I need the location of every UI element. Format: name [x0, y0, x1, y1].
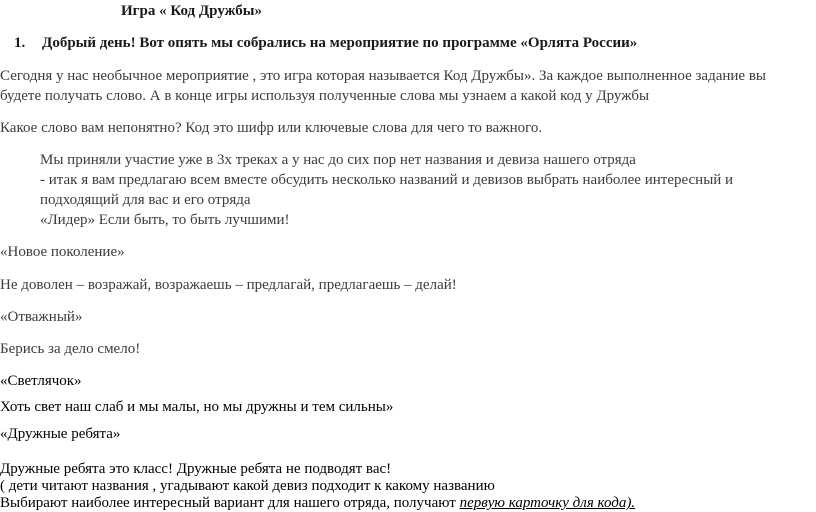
numbered-list-item	[14, 34, 637, 52]
indented-line-1: Мы приняли участие уже в 3х треках а у нас до сих пор нет названия и девиза нашего отряда	[40, 152, 636, 168]
motto-brave: Берись за дело смело!	[0, 341, 141, 357]
indented-line-2: - итак я вам предлагаю всем вместе обсудить несколько названий и девизов выбрать наиболее интересный и	[40, 172, 734, 188]
team-name-new-generation: «Новое поколение»	[0, 244, 125, 260]
final-instruction-line	[0, 494, 635, 512]
greeting-text: Добрый день! Вот опять мы собрались на мероприятие по программе «Орлята России»	[42, 35, 638, 51]
intro-paragraph-line-2: будете получать слово. А в конце игры используя полученные слова мы узнаем а какой код у Дружбы	[0, 88, 650, 104]
intro-paragraph-line-1: Сегодня у нас необычное мероприятие , это игра которая называется Код Дружбы». За каждое выполненное задание вы	[0, 68, 767, 84]
team-name-friendly-kids: «Дружные ребята»	[0, 426, 121, 442]
motto-friendly-kids: Дружные ребята это класс! Дружные ребята не подводят вас!	[0, 461, 392, 477]
final-instruction-text: Выбирают наиболее интересный вариант для нашего отряда, получают	[0, 495, 460, 511]
motto-new-generation: Не доволен – возражай, возражаешь – предлагай, предлагаешь – делай!	[0, 277, 457, 293]
instruction-line: ( дети читают названия , угадывают какой девиз подходит к какому названию	[0, 478, 495, 494]
first-code-card-text: первую карточку для кода).	[459, 495, 636, 511]
indented-line-4: «Лидер» Если быть, то быть лучшими!	[40, 212, 290, 228]
question-paragraph: Какое слово вам непонятно? Код это шифр или ключевые слова для чего то важного.	[0, 120, 543, 136]
list-number: 1.	[14, 35, 26, 51]
document-title: Игра « Код Дружбы»	[121, 3, 263, 19]
team-name-firefly: «Светлячок»	[0, 373, 82, 389]
team-name-brave: «Отважный»	[0, 309, 83, 325]
indented-line-3: подходящий для вас и его отряда	[40, 192, 251, 208]
motto-firefly: Хоть свет наш слаб и мы малы, но мы дружны и тем сильны»	[0, 399, 394, 415]
